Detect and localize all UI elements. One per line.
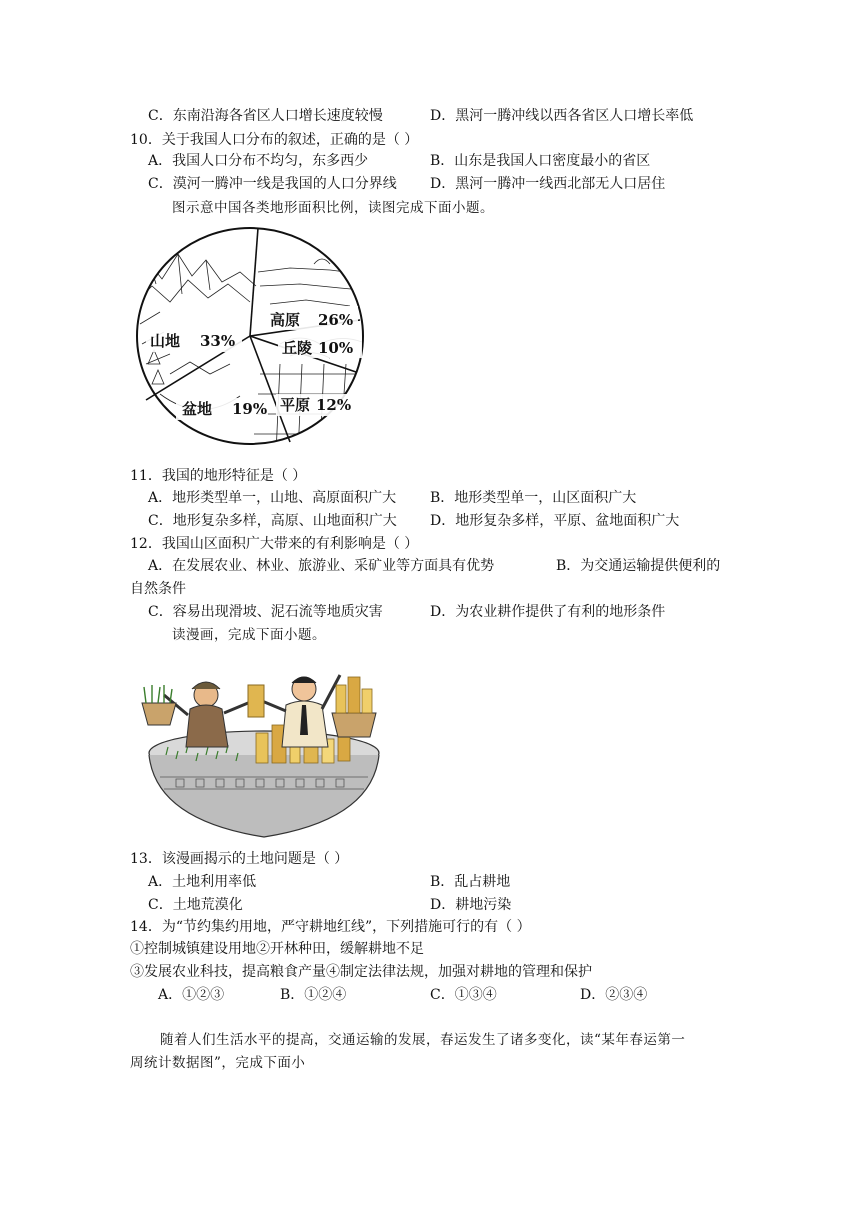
pie-label-plain: 平原	[280, 396, 311, 414]
q14-stem: 14．为“节约集约用地，严守耕地红线”，下列措施可行的有（ ）	[130, 919, 531, 935]
q12-option-b: B．为交通运输提供便利的	[556, 558, 721, 574]
q11-option-a: A．地形类型单一，山地、高原面积广大	[148, 490, 397, 506]
pie-label-hills: 丘陵	[282, 339, 313, 357]
q10-option-d: D．黑河一腾冲一线西北部无人口居住	[430, 176, 666, 192]
pie-value-plain: 12%	[316, 396, 352, 414]
q14-option-c: C．①③④	[430, 987, 497, 1003]
q10-option-b: B．山东是我国人口密度最小的省区	[430, 153, 651, 169]
q10-option-a: A．我国人口分布不均匀，东多西少	[148, 153, 369, 169]
cartoon-intro: 读漫画，完成下面小题。	[172, 627, 326, 643]
q12-option-b-continued: 自然条件	[130, 581, 186, 597]
q12-option-c: C．容易出现滑坡、泥石流等地质灾害	[148, 604, 383, 620]
q13-option-d: D．耕地污染	[430, 897, 512, 913]
q13-option-b: B．乱占耕地	[430, 874, 511, 890]
q11-stem: 11．我国的地形特征是（ ）	[130, 468, 307, 484]
q14-option-a: A．①②③	[158, 987, 225, 1003]
q13-stem: 13．该漫画揭示的土地问题是（ ）	[130, 851, 349, 867]
q9-option-d: D．黑河一腾冲线以西各省区人口增长率低	[430, 108, 694, 124]
pie-value-plateau: 26%	[318, 311, 354, 329]
land-use-cartoon	[136, 655, 386, 841]
q10-stem: 10．关于我国人口分布的叙述，正确的是（ ）	[130, 132, 419, 148]
pie-label-basin: 盆地	[182, 400, 213, 418]
q12-stem: 12．我国山区面积广大带来的有利影响是（ ）	[130, 536, 419, 552]
q11-option-d: D．地形复杂多样，平原、盆地面积广大	[430, 513, 680, 529]
q12-option-d: D．为农业耕作提供了有利的地形条件	[430, 604, 666, 620]
pie-intro: 图示意中国各类地形面积比例，读图完成下面小题。	[172, 200, 494, 216]
passage-line-2: 周统计数据图”，完成下面小	[130, 1055, 306, 1071]
q10-option-c: C．漠河一腾冲一线是我国的人口分界线	[148, 176, 397, 192]
pie-label-plateau: 高原	[270, 311, 301, 329]
q14-statement-line-2: ③发展农业科技，提高粮食产量④制定法律法规，加强对耕地的管理和保护	[130, 964, 592, 980]
pie-label-mountain: 山地	[150, 332, 181, 350]
pie-value-mountain: 33%	[200, 332, 236, 350]
q12-option-a: A．在发展农业、林业、旅游业、采矿业等方面具有优势	[148, 558, 495, 574]
q11-option-c: C．地形复杂多样，高原、山地面积广大	[148, 513, 397, 529]
pie-value-hills: 10%	[318, 339, 354, 357]
q13-option-c: C．土地荒漠化	[148, 897, 243, 913]
q14-option-b: B．①②④	[280, 987, 347, 1003]
q14-statement-line-1: ①控制城镇建设用地②开林种田，缓解耕地不足	[130, 941, 424, 957]
terrain-pie-chart	[130, 224, 370, 456]
q11-option-b: B．地形类型单一，山区面积广大	[430, 490, 637, 506]
q14-option-d: D．②③④	[580, 987, 648, 1003]
q9-option-c: C．东南沿海各省区人口增长速度较慢	[148, 108, 383, 124]
passage-line-1: 随着人们生活水平的提高，交通运输的发展，春运发生了诸多变化，读“某年春运第一	[160, 1032, 686, 1048]
q13-option-a: A．土地利用率低	[148, 874, 257, 890]
pie-value-basin: 19%	[232, 400, 268, 418]
